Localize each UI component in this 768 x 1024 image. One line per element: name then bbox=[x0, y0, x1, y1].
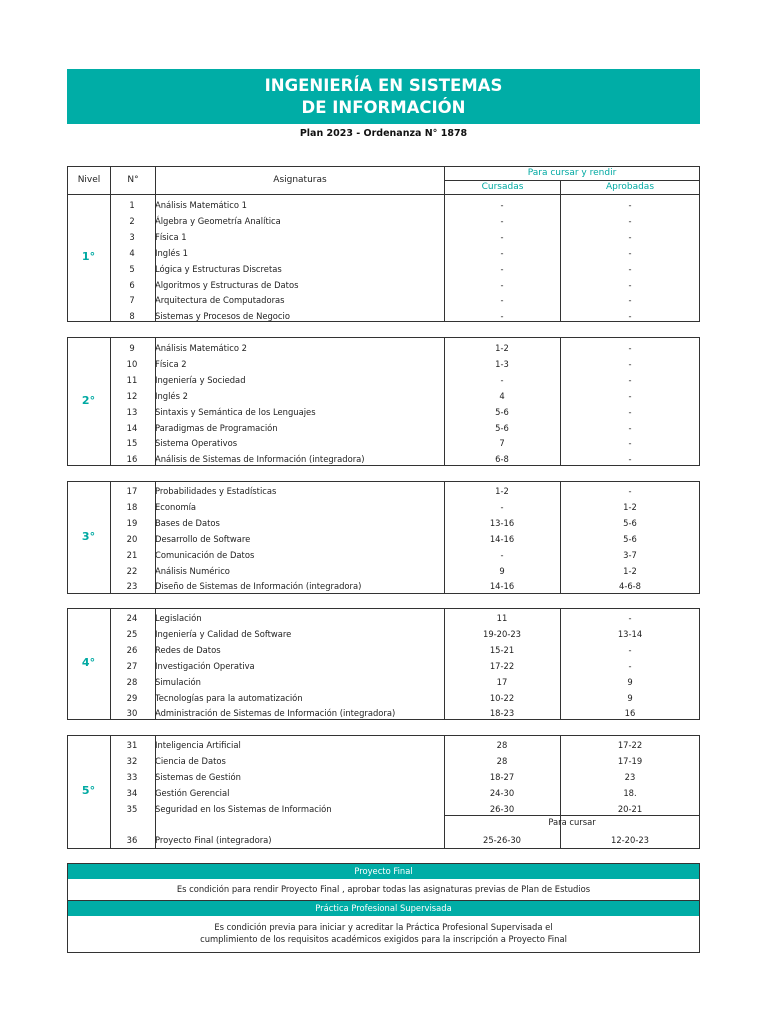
subject-number: 35 bbox=[126, 803, 138, 814]
subject-number: 25 bbox=[126, 628, 138, 639]
req-aprobadas: 12-20-23 bbox=[610, 835, 649, 845]
table-row bbox=[68, 547, 699, 563]
req-aprobadas: 3-7 bbox=[623, 549, 637, 560]
subject-number: 17 bbox=[126, 486, 138, 496]
req-aprobadas: - bbox=[628, 406, 632, 417]
subject-name: Física 1 bbox=[155, 231, 187, 242]
req-aprobadas: - bbox=[628, 613, 632, 623]
req-aprobadas: - bbox=[628, 343, 632, 353]
table-row bbox=[68, 292, 699, 308]
subject-name: Economía bbox=[155, 501, 197, 512]
req-cursadas: 14-16 bbox=[489, 581, 515, 592]
req-aprobadas: 16 bbox=[624, 708, 636, 719]
table-row bbox=[68, 404, 699, 420]
req-cursadas: - bbox=[500, 263, 504, 274]
subject-name: Simulación bbox=[155, 676, 201, 687]
subject-number: 32 bbox=[126, 755, 138, 766]
title-line-2: DE INFORMACIÓN bbox=[301, 98, 466, 117]
req-aprobadas: 5-6 bbox=[623, 517, 637, 528]
header-para-cursar: Para cursar bbox=[548, 817, 596, 827]
subject-number: 22 bbox=[126, 565, 138, 576]
subject-number: 28 bbox=[126, 676, 138, 687]
req-cursadas: 5-6 bbox=[495, 406, 509, 417]
req-cursadas: 28 bbox=[496, 755, 508, 766]
req-aprobadas: - bbox=[628, 454, 632, 465]
req-aprobadas: 23 bbox=[624, 771, 636, 782]
req-aprobadas: 1-2 bbox=[623, 565, 637, 576]
subject-name: Desarrollo de Software bbox=[155, 533, 251, 544]
req-cursadas: 10-22 bbox=[489, 692, 515, 703]
table-row bbox=[68, 483, 699, 499]
req-cursadas: - bbox=[500, 200, 504, 210]
level-label: 2° bbox=[81, 393, 96, 407]
req-aprobadas: - bbox=[628, 247, 632, 258]
req-aprobadas: - bbox=[628, 644, 632, 655]
table-row bbox=[68, 578, 699, 594]
level-block-3 bbox=[67, 481, 700, 594]
subject-number: 16 bbox=[126, 454, 138, 465]
req-cursadas: 17 bbox=[496, 676, 508, 687]
level-label: 3° bbox=[81, 529, 96, 543]
req-aprobadas: - bbox=[628, 390, 632, 401]
table-row bbox=[68, 308, 699, 324]
level-label: 5° bbox=[81, 784, 96, 797]
req-aprobadas: 17-22 bbox=[617, 740, 643, 750]
header-aprobadas: Aprobadas bbox=[605, 182, 655, 192]
subject-name: Álgebra y Geometría Analítica bbox=[155, 215, 281, 226]
subject-name: Análisis Matemático 1 bbox=[155, 200, 247, 210]
table-row bbox=[68, 451, 699, 467]
req-aprobadas: - bbox=[628, 295, 632, 306]
subject-number: 3 bbox=[129, 231, 135, 242]
table-row bbox=[68, 626, 699, 642]
req-cursadas: - bbox=[500, 374, 504, 385]
subject-name: Lógica y Estructuras Discretas bbox=[155, 263, 282, 274]
header-asignaturas: Asignaturas bbox=[273, 175, 327, 185]
subject-name: Análisis Numérico bbox=[155, 565, 230, 576]
subject-name: Ingeniería y Calidad de Software bbox=[155, 628, 292, 639]
subject-number: 12 bbox=[126, 390, 138, 401]
req-cursadas: 1-2 bbox=[495, 486, 509, 496]
subject-number: 10 bbox=[126, 358, 138, 369]
practica-body-line-2: cumplimiento de los requisitos académicos exigidos para la inscripción a Proyecto Final bbox=[200, 934, 567, 944]
req-cursadas: 24-30 bbox=[489, 787, 515, 798]
subject-name: Proyecto Final (integradora) bbox=[155, 835, 272, 845]
header-cursadas: Cursadas bbox=[481, 182, 524, 192]
table-row bbox=[68, 213, 699, 229]
practica-note bbox=[67, 900, 700, 953]
subject-name: Análisis Matemático 2 bbox=[155, 343, 247, 353]
subject-number: 33 bbox=[126, 771, 138, 782]
subject-number: 27 bbox=[126, 660, 138, 671]
req-cursadas: - bbox=[500, 231, 504, 242]
req-aprobadas: 13-14 bbox=[617, 628, 643, 639]
table-row bbox=[68, 277, 699, 293]
table-row bbox=[68, 737, 699, 753]
req-aprobadas: 1-2 bbox=[623, 501, 637, 512]
table-row bbox=[68, 674, 699, 690]
table-row bbox=[68, 499, 699, 515]
level-block-4 bbox=[67, 608, 700, 720]
table-row bbox=[68, 658, 699, 674]
table-row bbox=[68, 769, 699, 785]
level-block-5 bbox=[67, 735, 700, 849]
subject-number: 34 bbox=[126, 787, 138, 798]
req-aprobadas: - bbox=[628, 374, 632, 385]
subject-number: 8 bbox=[129, 311, 135, 322]
subject-name: Inteligencia Artificial bbox=[155, 740, 241, 750]
table-row bbox=[68, 372, 699, 388]
subject-number: 36 bbox=[126, 835, 138, 845]
subject-number: 2 bbox=[129, 215, 135, 226]
table-row bbox=[68, 531, 699, 547]
req-cursadas: 28 bbox=[496, 740, 508, 750]
req-aprobadas: - bbox=[628, 231, 632, 242]
req-cursadas: - bbox=[500, 247, 504, 258]
subject-number: 23 bbox=[126, 581, 138, 592]
req-cursadas: 5-6 bbox=[495, 422, 509, 433]
subject-name: Comunicación de Datos bbox=[155, 549, 255, 560]
req-cursadas: 6-8 bbox=[495, 454, 509, 465]
subject-number: 18 bbox=[126, 501, 138, 512]
req-aprobadas: - bbox=[628, 200, 632, 210]
req-cursadas: - bbox=[500, 549, 504, 560]
req-aprobadas: - bbox=[628, 660, 632, 671]
subject-number: 9 bbox=[129, 343, 135, 353]
req-cursadas: 4 bbox=[499, 390, 505, 401]
subject-name: Seguridad en los Sistemas de Información bbox=[155, 803, 332, 814]
proyecto-final-body: Es condición para rendir Proyecto Final , aprobar todas las asignaturas previas de Plan de Estudios bbox=[176, 884, 591, 894]
table-row bbox=[68, 642, 699, 658]
req-cursadas: 14-16 bbox=[489, 533, 515, 544]
subject-number: 7 bbox=[129, 295, 135, 306]
level-block-2 bbox=[67, 337, 700, 466]
subject-name: Ciencia de Datos bbox=[155, 755, 226, 766]
req-cursadas: 1-2 bbox=[495, 343, 509, 353]
subject-number: 31 bbox=[126, 740, 138, 750]
table-row bbox=[68, 690, 699, 706]
subject-name: Arquitectura de Computadoras bbox=[155, 295, 285, 306]
subject-number: 20 bbox=[126, 533, 138, 544]
table-row bbox=[68, 435, 699, 451]
req-aprobadas: 17-19 bbox=[617, 755, 643, 766]
table-header bbox=[67, 166, 700, 195]
table-row bbox=[68, 388, 699, 404]
req-cursadas: 11 bbox=[496, 613, 508, 623]
req-cursadas: 9 bbox=[499, 565, 505, 576]
req-cursadas: 1-3 bbox=[495, 358, 509, 369]
title-banner bbox=[67, 69, 700, 124]
table-row bbox=[68, 705, 699, 721]
table-row bbox=[68, 356, 699, 372]
table-row bbox=[68, 340, 699, 356]
level-label: 4° bbox=[81, 656, 96, 669]
req-cursadas: 15-21 bbox=[489, 644, 515, 655]
subject-name: Legislación bbox=[155, 613, 202, 623]
subject-number: 24 bbox=[126, 613, 138, 623]
level-block-1 bbox=[67, 194, 700, 322]
subject-name: Inglés 1 bbox=[155, 247, 188, 258]
req-cursadas: 19-20-23 bbox=[482, 628, 521, 639]
subject-name: Física 2 bbox=[155, 358, 187, 369]
subject-name: Bases de Datos bbox=[155, 517, 220, 528]
req-aprobadas: 18. bbox=[623, 787, 637, 798]
req-cursadas: 25-26-30 bbox=[482, 835, 521, 845]
req-cursadas: 18-27 bbox=[489, 771, 515, 782]
plan-subtitle: Plan 2023 - Ordenanza N° 1878 bbox=[299, 128, 468, 139]
subject-number: 15 bbox=[126, 438, 138, 449]
title-line-1: INGENIERÍA EN SISTEMAS bbox=[264, 76, 503, 95]
req-aprobadas: - bbox=[628, 486, 632, 496]
table-row bbox=[68, 197, 699, 213]
subject-name: Gestión Gerencial bbox=[155, 787, 230, 798]
subject-name: Algoritmos y Estructuras de Datos bbox=[155, 279, 299, 290]
subject-name: Probabilidades y Estadísticas bbox=[155, 486, 277, 496]
table-row bbox=[68, 420, 699, 436]
subject-name: Sistemas y Procesos de Negocio bbox=[155, 311, 290, 322]
req-aprobadas: 4-6-8 bbox=[618, 581, 642, 592]
req-cursadas: - bbox=[500, 311, 504, 322]
req-aprobadas: - bbox=[628, 311, 632, 322]
header-para-cursar-rendir: Para cursar y rendir bbox=[527, 168, 617, 178]
subject-name: Inglés 2 bbox=[155, 390, 188, 401]
req-aprobadas: - bbox=[628, 422, 632, 433]
subject-name: Tecnologías para la automatización bbox=[155, 692, 303, 703]
req-aprobadas: 9 bbox=[627, 676, 633, 687]
table-row bbox=[68, 563, 699, 579]
practica-title: Práctica Profesional Supervisada bbox=[68, 901, 699, 916]
subject-number: 26 bbox=[126, 644, 138, 655]
req-cursadas: - bbox=[500, 279, 504, 290]
proyecto-final-note bbox=[67, 863, 700, 901]
req-aprobadas: - bbox=[628, 358, 632, 369]
subject-name: Sintaxis y Semántica de los Lenguajes bbox=[155, 406, 316, 417]
subject-name: Paradigmas de Programación bbox=[155, 422, 278, 433]
req-aprobadas: - bbox=[628, 263, 632, 274]
req-cursadas: - bbox=[500, 215, 504, 226]
req-aprobadas: - bbox=[628, 215, 632, 226]
req-cursadas: 17-22 bbox=[489, 660, 515, 671]
proyecto-final-title: Proyecto Final bbox=[68, 864, 699, 879]
subject-number: 4 bbox=[129, 247, 135, 258]
subject-name: Sistema Operativos bbox=[155, 438, 238, 449]
practica-body-line-1: Es condición previa para iniciar y acreditar la Práctica Profesional Supervisada el bbox=[214, 922, 553, 932]
subject-name: Análisis de Sistemas de Información (integradora) bbox=[155, 454, 365, 465]
req-cursadas: - bbox=[500, 501, 504, 512]
subject-number: 29 bbox=[126, 692, 138, 703]
table-row bbox=[68, 515, 699, 531]
req-aprobadas: 20-21 bbox=[617, 803, 643, 814]
subject-name: Administración de Sistemas de Información (integradora) bbox=[155, 708, 396, 719]
subject-name: Diseño de Sistemas de Información (integradora) bbox=[155, 581, 362, 592]
subject-name: Ingeniería y Sociedad bbox=[155, 374, 246, 385]
subject-name: Investigación Operativa bbox=[155, 660, 255, 671]
req-cursadas: 26-30 bbox=[489, 803, 515, 814]
subject-number: 14 bbox=[126, 422, 138, 433]
subject-number: 13 bbox=[126, 406, 138, 417]
table-row bbox=[68, 753, 699, 769]
subject-number: 6 bbox=[129, 279, 135, 290]
table-row bbox=[68, 229, 699, 245]
req-aprobadas: 5-6 bbox=[623, 533, 637, 544]
level-label: 1° bbox=[81, 250, 96, 263]
table-row bbox=[68, 785, 699, 801]
header-nivel: Nivel bbox=[77, 175, 101, 185]
subject-number: 19 bbox=[126, 517, 138, 528]
subject-number: 1 bbox=[129, 200, 135, 210]
req-cursadas: - bbox=[500, 295, 504, 306]
subject-name: Redes de Datos bbox=[155, 644, 221, 655]
req-aprobadas: - bbox=[628, 438, 632, 449]
table-row bbox=[68, 261, 699, 277]
table-row bbox=[68, 610, 699, 626]
req-aprobadas: - bbox=[628, 279, 632, 290]
subject-name: Sistemas de Gestión bbox=[155, 771, 241, 782]
subject-number: 5 bbox=[129, 263, 135, 274]
req-cursadas: 7 bbox=[499, 438, 505, 449]
subject-number: 11 bbox=[126, 374, 138, 385]
table-row bbox=[68, 245, 699, 261]
req-cursadas: 18-23 bbox=[489, 708, 515, 719]
table-row bbox=[68, 832, 699, 848]
header-numero: N° bbox=[127, 175, 139, 185]
req-cursadas: 13-16 bbox=[489, 517, 515, 528]
subject-number: 21 bbox=[126, 549, 138, 560]
req-aprobadas: 9 bbox=[627, 692, 633, 703]
subject-number: 30 bbox=[126, 708, 138, 719]
